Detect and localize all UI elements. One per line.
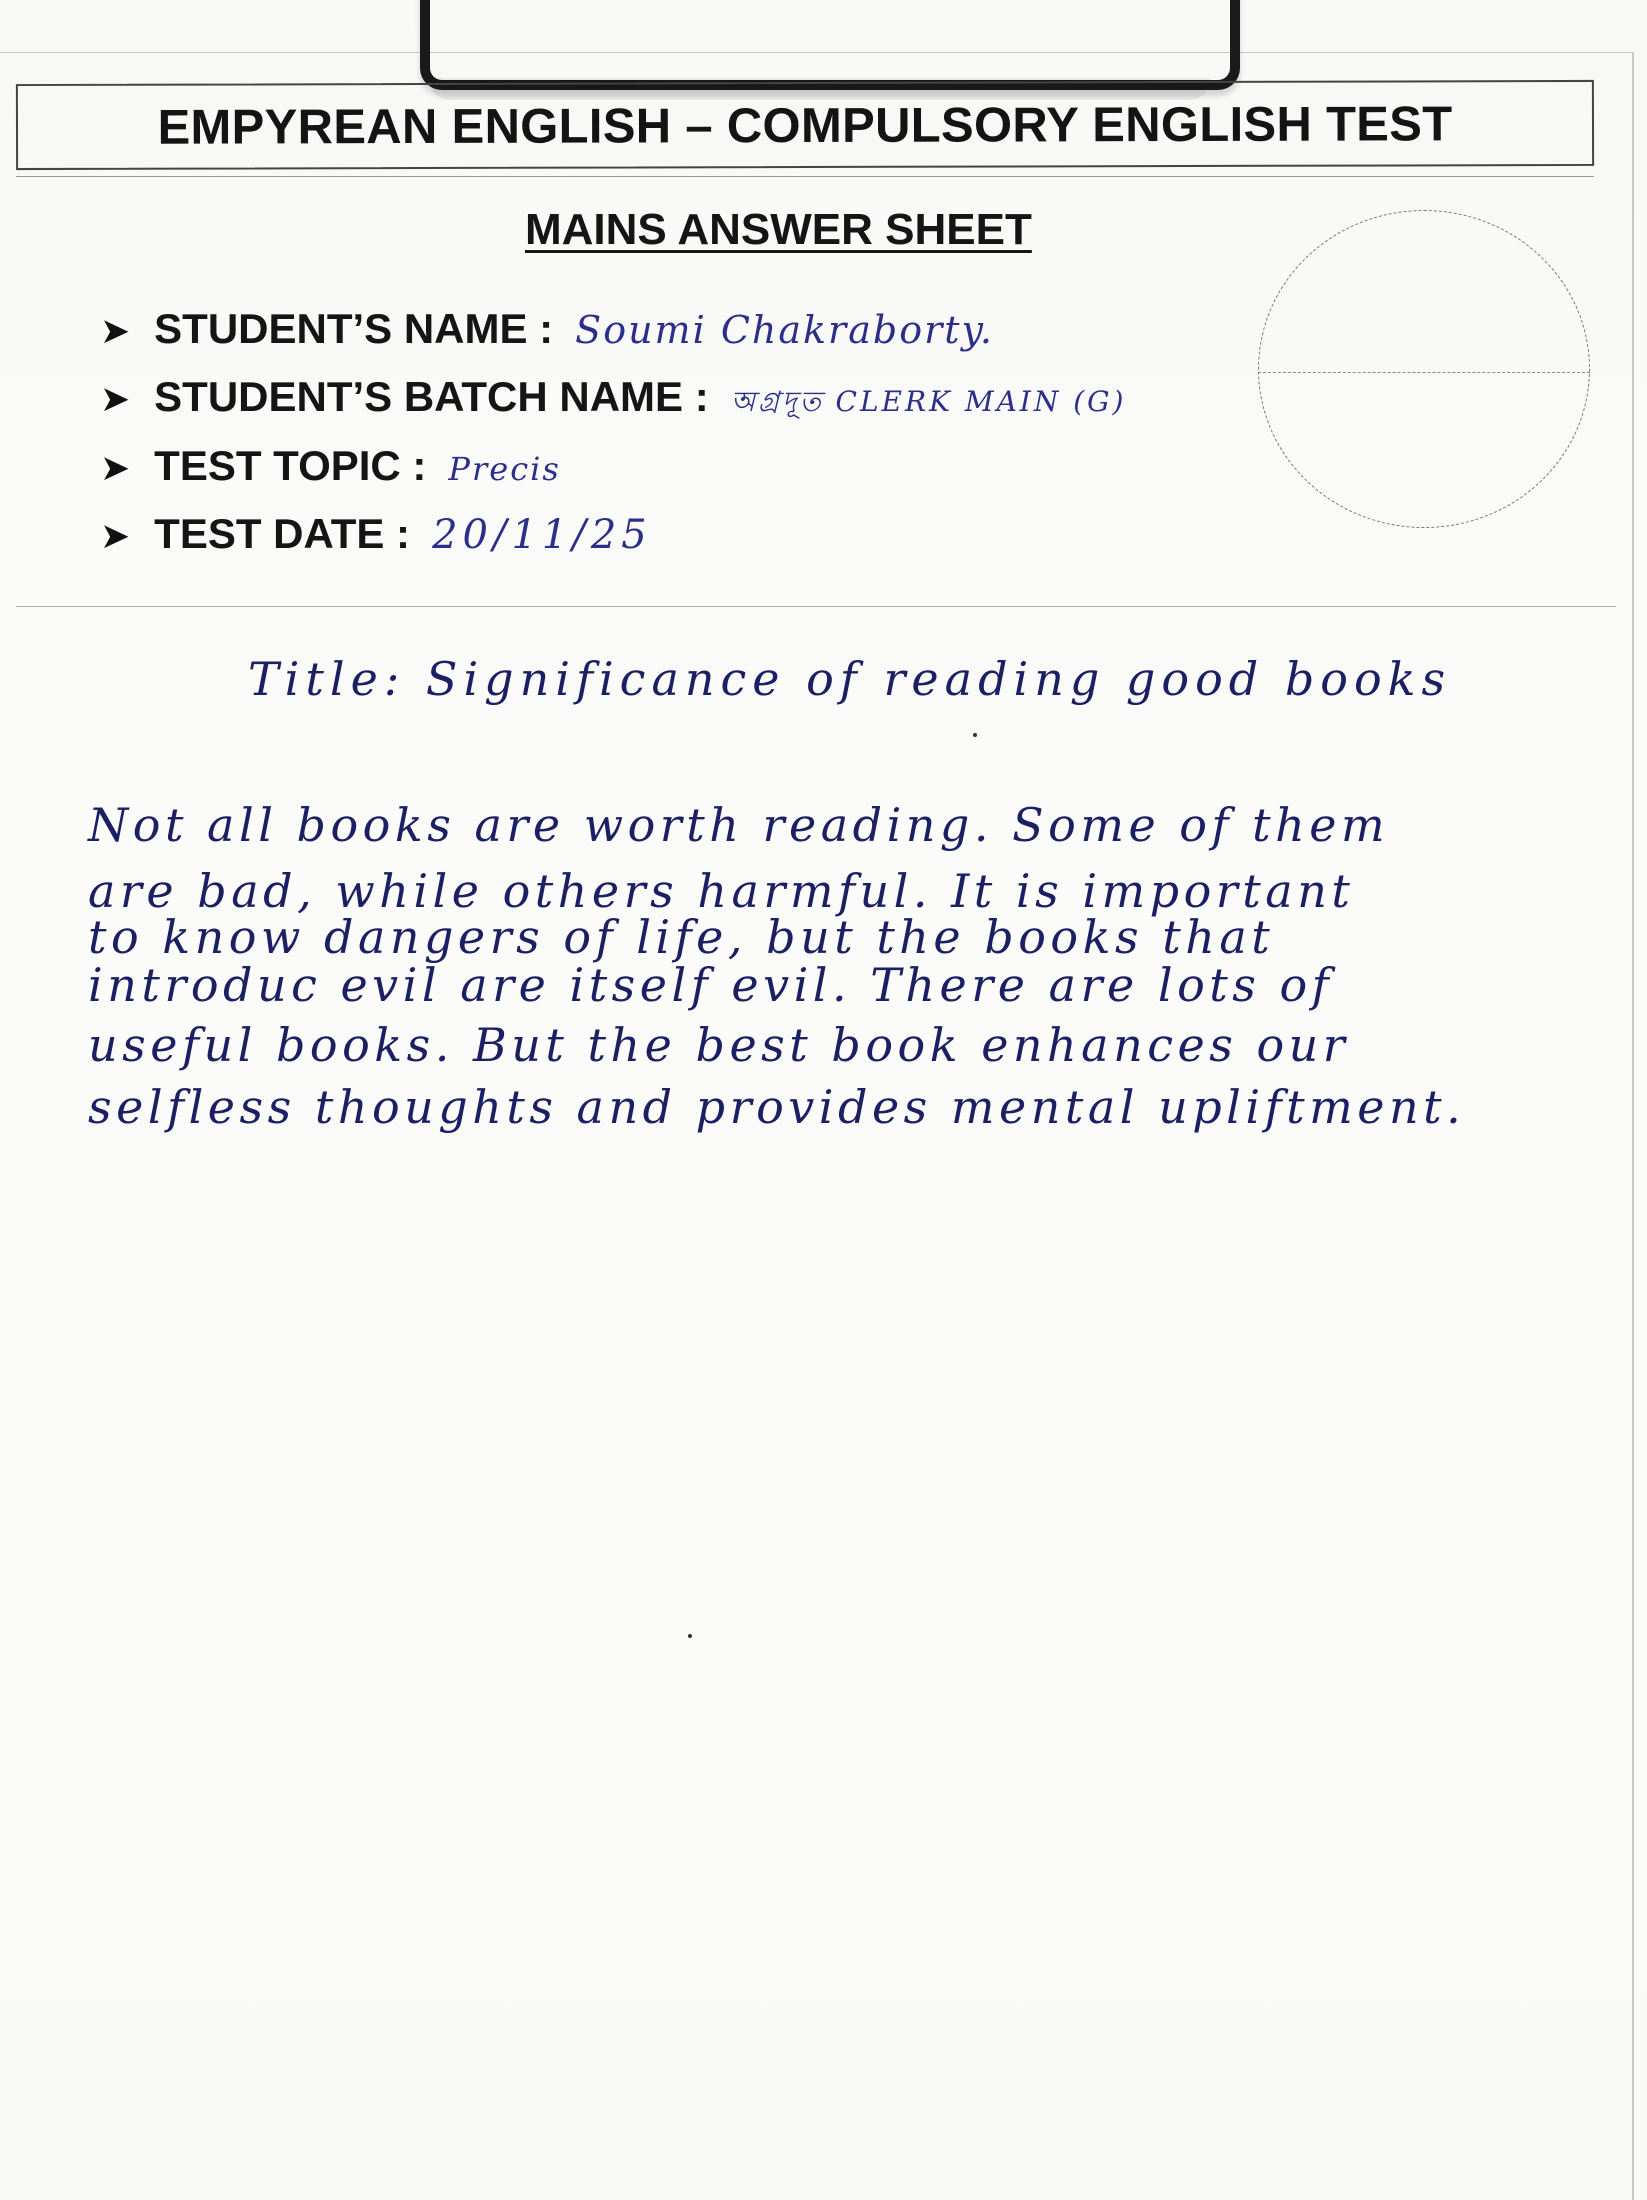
field-value-handwritten: Precis — [448, 450, 561, 488]
answer-line: useful books. But the best book enhances our — [88, 1018, 1350, 1072]
arrow-bullet-icon: ➤ — [100, 515, 131, 556]
answer-line: selfless thoughts and provides mental upliftment. — [88, 1080, 1466, 1134]
answer-line: introduc evil are itself evil. There are lots of — [88, 958, 1334, 1012]
header-divider — [16, 176, 1594, 177]
field-test-date — [100, 510, 652, 558]
header-box — [16, 80, 1594, 170]
answer-line: are bad, while others harmful. It is important — [88, 864, 1355, 918]
binder-clip — [420, 0, 1240, 90]
sheet-subtitle: MAINS ANSWER SHEET — [525, 205, 1032, 254]
test-title: EMPYREAN ENGLISH – COMPULSORY ENGLISH TEST — [157, 97, 1453, 155]
answer-title: Title: Significance of reading good books — [248, 652, 1452, 706]
ink-speck — [973, 733, 977, 737]
answer-line: to know dangers of life, but the books that — [88, 910, 1275, 964]
field-value-handwritten: Soumi Chakraborty. — [575, 308, 995, 352]
field-batch-name — [100, 373, 1126, 427]
field-student-name — [100, 305, 994, 353]
ink-speck — [688, 1634, 692, 1638]
field-value-handwritten: অগ্রদূত CLERK MAIN (G) — [730, 385, 1127, 418]
arrow-bullet-icon: ➤ — [100, 378, 131, 419]
field-test-topic — [100, 442, 561, 490]
field-value-handwritten: 20/11/25 — [432, 512, 652, 558]
field-label: TEST DATE : — [154, 510, 411, 557]
field-label: STUDENT’S BATCH NAME : — [154, 373, 709, 420]
field-label: STUDENT’S NAME : — [154, 305, 554, 352]
marks-circle — [1258, 210, 1590, 528]
arrow-bullet-icon: ➤ — [100, 447, 131, 488]
marks-circle-divider — [1258, 372, 1590, 373]
answer-line: Not all books are worth reading. Some of them — [88, 798, 1390, 852]
field-label: TEST TOPIC : — [154, 442, 427, 489]
details-divider — [16, 606, 1616, 607]
arrow-bullet-icon: ➤ — [100, 310, 131, 351]
